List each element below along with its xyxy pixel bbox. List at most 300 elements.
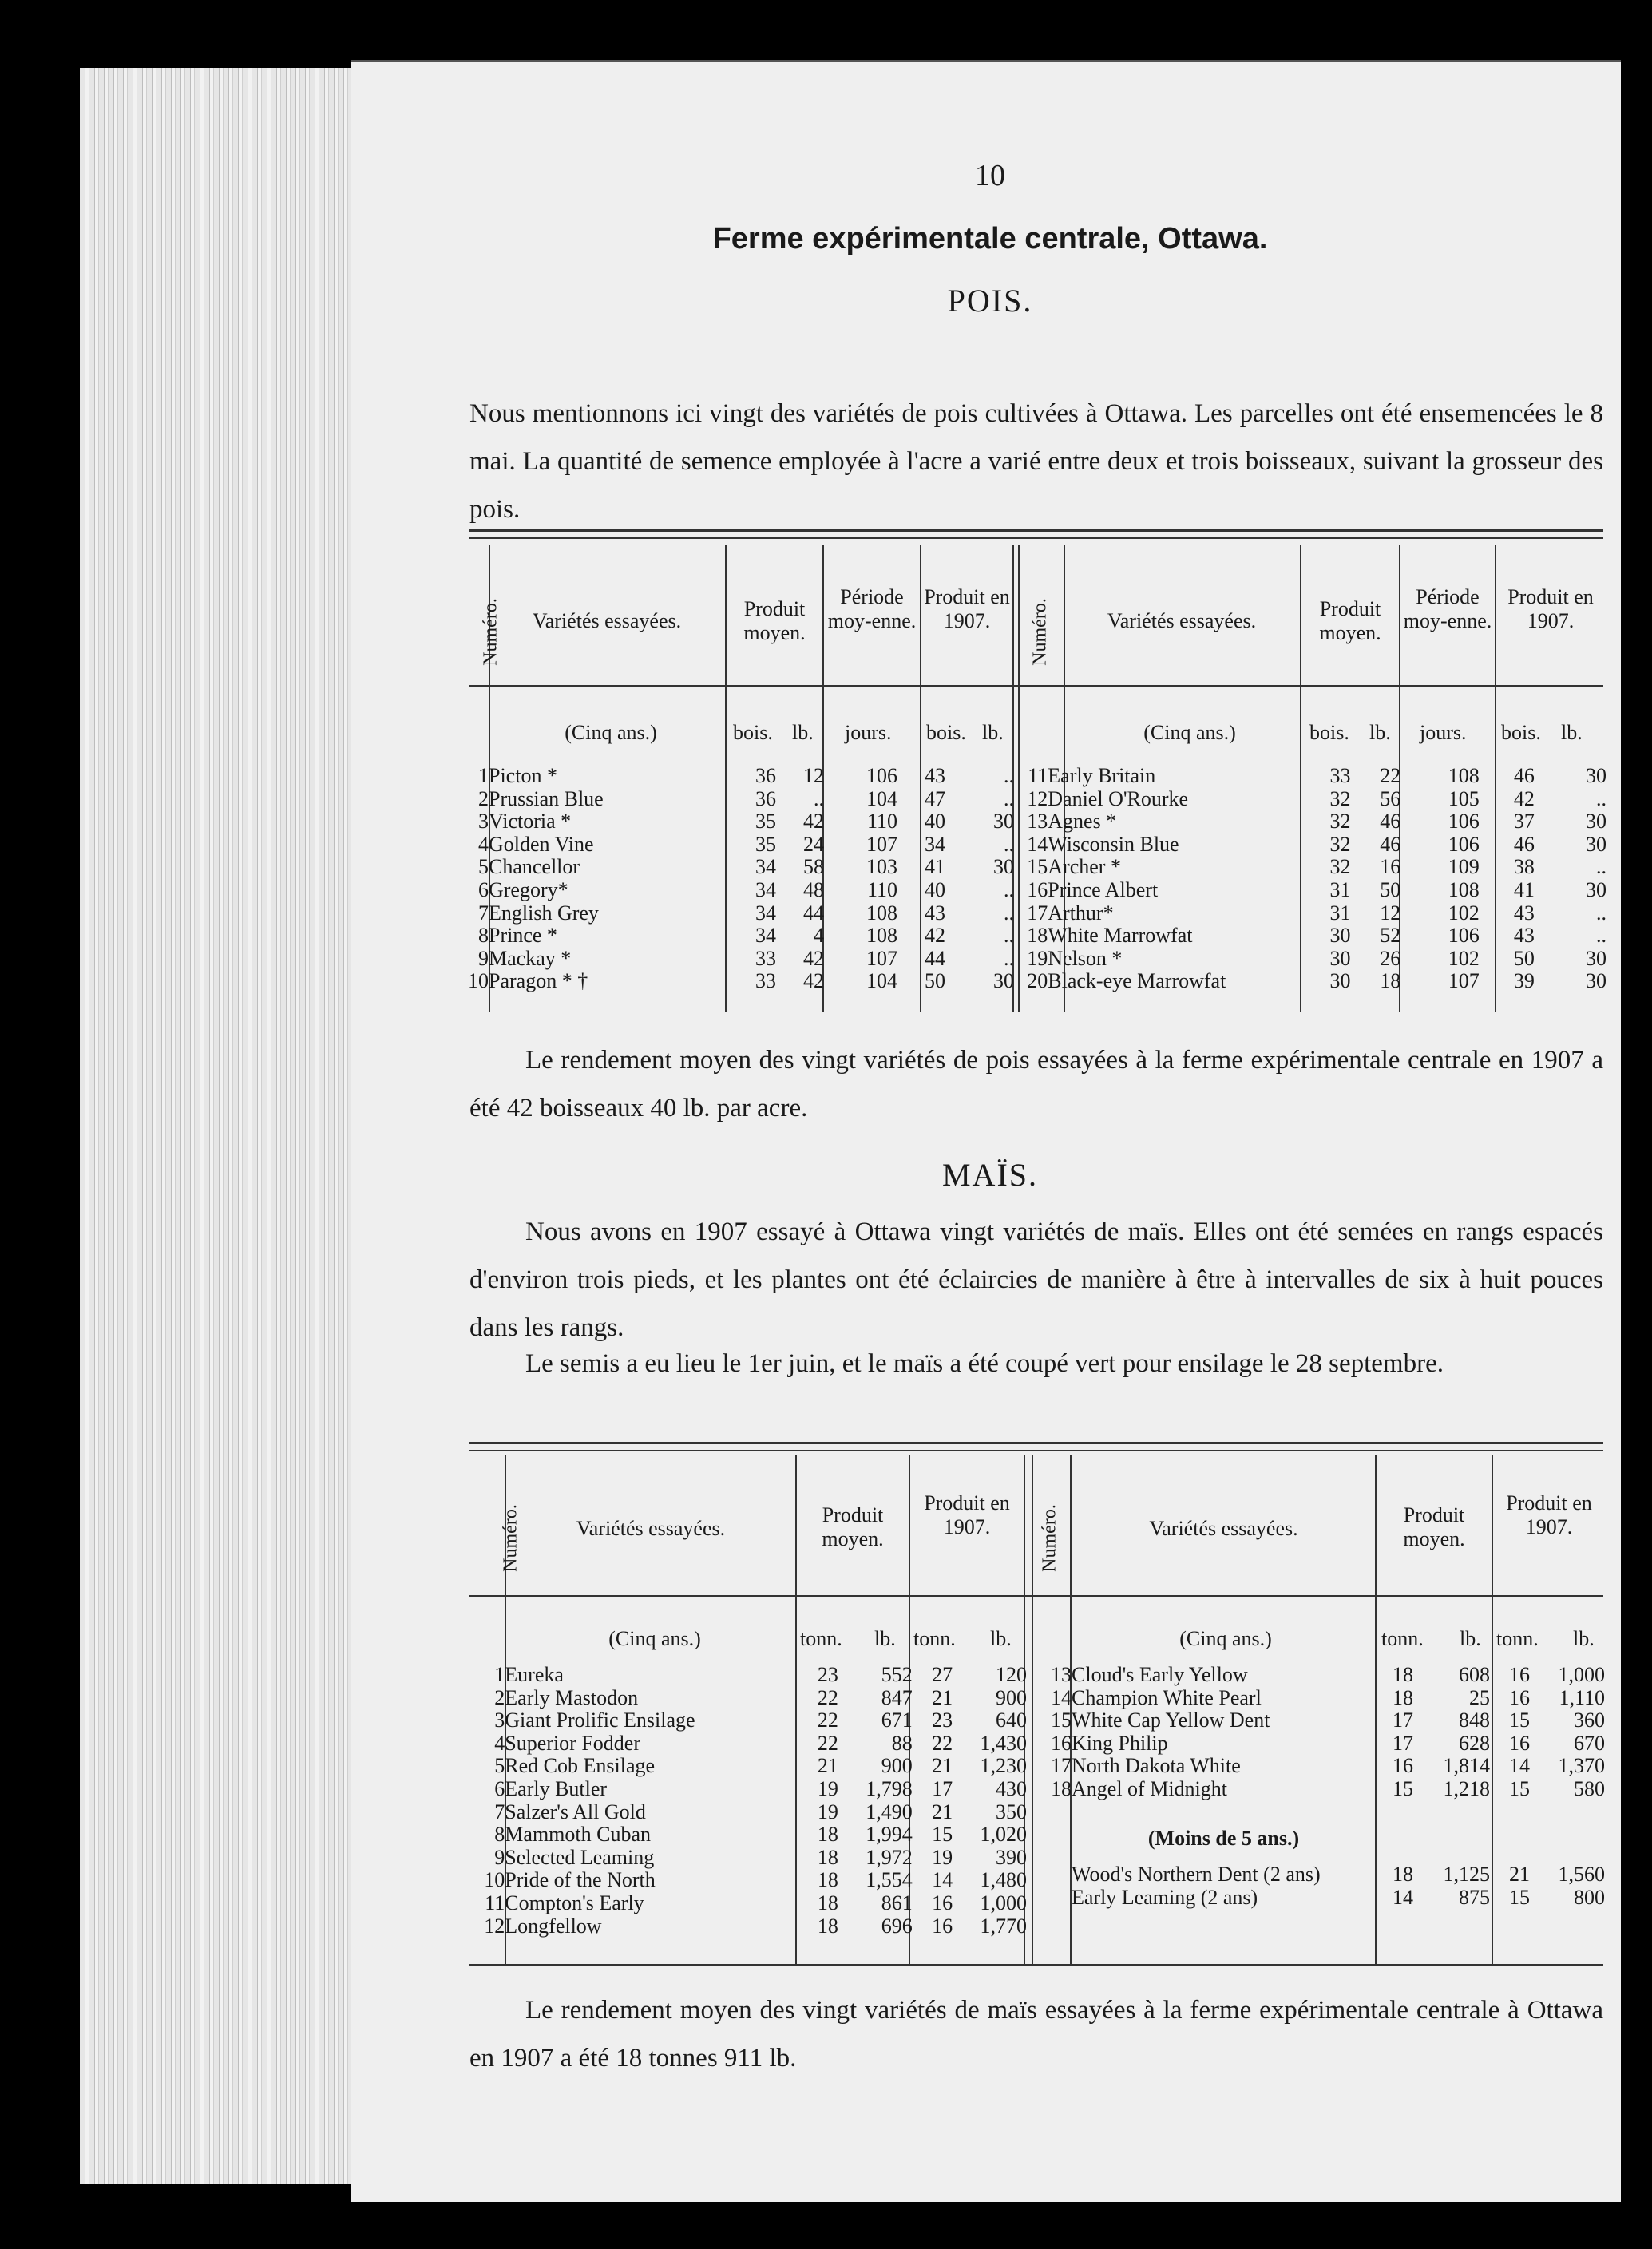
avg-bushels: 32 [1329, 787, 1351, 810]
avg-bushels: 33 [755, 970, 776, 993]
yield-1907-tons: 21 [932, 1686, 953, 1709]
avg-pounds: 552 [881, 1664, 913, 1686]
variety-name: Archer * [1048, 856, 1121, 879]
yield-1907-tons: 15 [1509, 1709, 1530, 1732]
row-number: 6 [478, 878, 489, 901]
avg-tons: 18 [1393, 1664, 1413, 1686]
avg-tons: 18 [817, 1891, 838, 1914]
pois-col-varietes: Variétés essayées. [532, 609, 682, 632]
row-number: 16 [1027, 878, 1048, 901]
table-row [1008, 765, 1606, 788]
yield-1907-bushels: 40 [925, 878, 945, 901]
avg-period-days: 107 [866, 947, 897, 970]
pois-unit-lb-2-right: lb. [1561, 721, 1583, 744]
yield-1907-pounds: .. [1596, 925, 1606, 948]
pois-table-top-rule-2 [469, 537, 1603, 539]
table-row [1030, 1664, 1605, 1687]
table-row [463, 925, 1014, 948]
variety-name: Black-eye Marrowfat [1048, 970, 1226, 993]
avg-period-days: 108 [866, 925, 897, 948]
row-number: 16 [1051, 1732, 1072, 1755]
avg-pounds: 44 [803, 901, 824, 925]
table-row [1008, 970, 1606, 993]
avg-pounds: 26 [1380, 947, 1401, 970]
table-row [463, 810, 1014, 833]
row-number: 8 [478, 925, 489, 948]
mais-unit-tonn-right: tonn. [1381, 1627, 1424, 1650]
pois-unit-jours: jours. [845, 721, 892, 744]
table-row [1008, 902, 1606, 925]
table-row [479, 1687, 1027, 1710]
mais-intro-1: Nous avons en 1907 essayé à Ottawa vingt variétés de maïs. Elles ont été semées en rangs espacés d'environ trois pieds, et les plantes ont été éclaircies de manière à être à intervalles de six à huit pouces dans les rangs. [469, 1218, 1603, 1342]
variety-name: Early Mastodon [505, 1686, 639, 1709]
mais-table-extra [1030, 1863, 1605, 1909]
avg-period-days: 106 [866, 765, 897, 787]
avg-bushels: 36 [755, 765, 776, 787]
avg-pounds: 12 [1380, 901, 1401, 925]
mais-unit-cinq-ans: (Cinq ans.) [608, 1627, 701, 1650]
avg-tons: 14 [1393, 1886, 1413, 1909]
avg-period-days: 106 [1448, 810, 1480, 833]
avg-pounds: 696 [881, 1914, 913, 1938]
yield-1907-tons: 23 [932, 1709, 953, 1732]
row-number: 1 [494, 1664, 505, 1686]
variety-name: Superior Fodder [505, 1732, 640, 1755]
yield-1907-pounds: 1,370 [1558, 1755, 1605, 1778]
mais-col-produit-1907: Produit en 1907. [924, 1491, 1010, 1538]
book-page-edges [80, 68, 353, 2184]
row-number: 13 [1051, 1664, 1072, 1686]
variety-name: Eureka [505, 1664, 564, 1686]
avg-pounds: 42 [803, 947, 824, 970]
yield-1907-tons: 16 [932, 1914, 953, 1938]
table-row [463, 879, 1014, 902]
variety-name: Pride of the North [505, 1869, 656, 1892]
avg-period-days: 104 [866, 787, 897, 810]
yield-1907-tons: 19 [932, 1846, 953, 1869]
yield-1907-pounds: 30 [1586, 970, 1606, 993]
avg-bushels: 34 [755, 856, 776, 879]
mais-col-numero: Numéro. [500, 1504, 521, 1572]
avg-pounds: 25 [1469, 1686, 1490, 1709]
variety-name: White Cap Yellow Dent [1072, 1709, 1270, 1732]
yield-1907-tons: 21 [932, 1800, 953, 1823]
row-number: 7 [478, 901, 489, 925]
avg-tons: 16 [1393, 1755, 1413, 1778]
pois-table-right [1008, 765, 1606, 993]
avg-tons: 17 [1393, 1709, 1413, 1732]
yield-1907-bushels: 50 [925, 970, 945, 993]
yield-1907-tons: 15 [1509, 1886, 1530, 1909]
table-row [463, 970, 1014, 993]
table-row [479, 1664, 1027, 1687]
avg-period-days: 110 [866, 878, 897, 901]
pois-col-periode: Période moy-enne. [827, 585, 917, 632]
yield-1907-bushels: 43 [925, 765, 945, 787]
avg-tons: 15 [1393, 1777, 1413, 1800]
yield-1907-tons: 16 [1509, 1664, 1530, 1686]
avg-period-days: 102 [1448, 901, 1480, 925]
avg-pounds: 18 [1380, 970, 1401, 993]
mais-summary: Le rendement moyen des vingt variétés de maïs essayées à la ferme expérimentale centrale à Ottawa en 1907 a été 18 tonnes 911 lb. [469, 1996, 1603, 2073]
yield-1907-bushels: 43 [925, 901, 945, 925]
avg-pounds: 1,798 [866, 1777, 913, 1800]
pois-summary: Le rendement moyen des vingt variétés de pois essayées à la ferme expérimentale centrale en 1907 a été 42 boisseaux 40 lb. par acre. [469, 1046, 1603, 1123]
yield-1907-pounds: 1,020 [980, 1823, 1027, 1847]
yield-1907-bushels: 43 [1513, 901, 1535, 925]
mais-unit-tonn: tonn. [800, 1627, 842, 1650]
avg-pounds: 848 [1459, 1709, 1490, 1732]
yield-1907-pounds: 30 [1586, 947, 1606, 970]
mais-col-produit-moyen-right: Produit moyen. [1403, 1503, 1465, 1550]
avg-bushels: 31 [1329, 878, 1351, 901]
avg-bushels: 34 [755, 901, 776, 925]
yield-1907-tons: 14 [1509, 1755, 1530, 1778]
avg-bushels: 33 [755, 947, 776, 970]
yield-1907-tons: 21 [932, 1755, 953, 1778]
row-number: 5 [494, 1755, 505, 1778]
variety-name: Early Butler [505, 1777, 608, 1800]
yield-1907-pounds: 30 [1586, 878, 1606, 901]
pois-col-numero-right: Numéro. [1029, 598, 1051, 666]
yield-1907-pounds: 430 [996, 1777, 1027, 1800]
pois-col-produit-moyen-right: Produit moyen. [1319, 597, 1381, 644]
variety-name: Nelson * [1048, 947, 1123, 970]
pois-unit-lb-right: lb. [1369, 721, 1391, 744]
table-row [1008, 788, 1606, 811]
variety-name: Picton * [489, 765, 557, 787]
mais-unit-tonn-2-right: tonn. [1496, 1627, 1539, 1650]
pois-header-rule [469, 685, 1603, 687]
yield-1907-pounds: 350 [996, 1800, 1027, 1823]
avg-period-days: 107 [1448, 970, 1480, 993]
row-number: 18 [1027, 925, 1048, 948]
page-number: 10 [975, 159, 1005, 192]
avg-period-days: 108 [1448, 765, 1480, 787]
yield-1907-bushels: 41 [1513, 878, 1535, 901]
table-row [1008, 948, 1606, 971]
avg-pounds: 900 [881, 1755, 913, 1778]
yield-1907-tons: 15 [932, 1823, 953, 1847]
yield-1907-pounds: 580 [1574, 1777, 1605, 1800]
pois-col-produit-moyen: Produit moyen. [743, 597, 806, 644]
table-row [1030, 1887, 1605, 1910]
avg-pounds: 1,814 [1443, 1755, 1490, 1778]
mais-unit-lb-2: lb. [990, 1627, 1012, 1650]
yield-1907-pounds: .. [1004, 901, 1014, 925]
table-row [1030, 1687, 1605, 1710]
pois-table-left [463, 765, 1014, 993]
table-row [479, 1732, 1027, 1756]
variety-name: Mammoth Cuban [505, 1823, 651, 1847]
variety-name: Victoria * [489, 810, 572, 833]
yield-1907-pounds: 30 [993, 810, 1014, 833]
avg-bushels: 34 [755, 925, 776, 948]
row-number: 15 [1051, 1709, 1072, 1732]
table-row [463, 902, 1014, 925]
row-number: 13 [1027, 810, 1048, 833]
variety-name: Salzer's All Gold [505, 1800, 646, 1823]
yield-1907-pounds: .. [1596, 901, 1606, 925]
variety-name: Angel of Midnight [1072, 1777, 1227, 1800]
avg-bushels: 30 [1329, 947, 1351, 970]
pois-unit-bois-right: bois. [1309, 721, 1349, 744]
table-row [463, 833, 1014, 857]
yield-1907-pounds: 1,770 [980, 1914, 1027, 1938]
yield-1907-pounds: .. [1004, 787, 1014, 810]
avg-tons: 18 [817, 1914, 838, 1938]
variety-name: Golden Vine [489, 833, 594, 856]
avg-pounds: 52 [1380, 925, 1401, 948]
yield-1907-pounds: .. [1596, 787, 1606, 810]
avg-bushels: 34 [755, 878, 776, 901]
table-row [463, 856, 1014, 879]
table-row [463, 765, 1014, 788]
variety-name: Compton's Early [505, 1891, 644, 1914]
mais-unit-cinq-ans-right: (Cinq ans.) [1179, 1627, 1272, 1650]
avg-pounds: .. [814, 787, 824, 810]
table-row [479, 1823, 1027, 1847]
avg-pounds: 671 [881, 1709, 913, 1732]
yield-1907-tons: 16 [932, 1891, 953, 1914]
row-number-blank [1030, 1887, 1072, 1910]
variety-name: Chancellor [489, 856, 580, 879]
pois-intro: Nous mentionnons ici vingt des variétés de pois cultivées à Ottawa. Les parcelles ont été ensemencées le 8 mai. La quantité de semence employée à l'acre a varié entre deux et trois boisseaux, suivant la grosseur des pois. [469, 399, 1603, 524]
avg-bushels: 32 [1329, 856, 1351, 879]
avg-period-days: 108 [866, 901, 897, 925]
yield-1907-bushels: 46 [1513, 765, 1535, 787]
yield-1907-pounds: .. [1004, 947, 1014, 970]
avg-period-days: 106 [1448, 925, 1480, 948]
row-number: 7 [494, 1800, 505, 1823]
avg-pounds: 1,554 [866, 1869, 913, 1892]
avg-tons: 19 [817, 1800, 838, 1823]
avg-pounds: 1,490 [866, 1800, 913, 1823]
yield-1907-tons: 21 [1509, 1863, 1530, 1886]
table-row [479, 1869, 1027, 1892]
row-number: 8 [494, 1823, 505, 1847]
mais-header-rule [469, 1595, 1603, 1597]
table-row [479, 1778, 1027, 1801]
yield-1907-bushels: 37 [1513, 810, 1535, 833]
yield-1907-pounds: 30 [1586, 810, 1606, 833]
avg-bushels: 30 [1329, 970, 1351, 993]
yield-1907-pounds: 1,480 [980, 1869, 1027, 1892]
pois-col-numero: Numéro. [480, 598, 501, 666]
yield-1907-pounds: .. [1004, 878, 1014, 901]
mais-col-numero-right: Numéro. [1039, 1504, 1060, 1572]
avg-pounds: 42 [803, 810, 824, 833]
row-number: 2 [494, 1686, 505, 1709]
yield-1907-bushels: 42 [925, 925, 945, 948]
yield-1907-pounds: 1,000 [1558, 1664, 1605, 1686]
variety-name: Wood's Northern Dent (2 ans) [1072, 1863, 1321, 1886]
mais-table-top-rule [469, 1442, 1603, 1444]
table-row [1030, 1755, 1605, 1778]
row-number: 14 [1027, 833, 1048, 856]
row-number: 17 [1051, 1755, 1072, 1778]
table-row [1008, 856, 1606, 879]
table-row [479, 1915, 1027, 1938]
yield-1907-bushels: 50 [1513, 947, 1535, 970]
yield-1907-pounds: 900 [996, 1686, 1027, 1709]
yield-1907-pounds: 360 [1574, 1709, 1605, 1732]
row-number-blank [1030, 1863, 1072, 1887]
avg-period-days: 110 [866, 810, 897, 833]
variety-name: Giant Prolific Ensilage [505, 1709, 695, 1732]
avg-pounds: 88 [891, 1732, 913, 1755]
avg-tons: 22 [817, 1709, 838, 1732]
avg-period-days: 103 [866, 856, 897, 879]
row-number: 3 [494, 1709, 505, 1732]
table-row [1008, 925, 1606, 948]
avg-tons: 22 [817, 1686, 838, 1709]
table-row [479, 1755, 1027, 1778]
yield-1907-tons: 15 [1509, 1777, 1530, 1800]
table-row [1008, 879, 1606, 902]
pois-unit-lb-2: lb. [982, 721, 1004, 744]
row-number: 19 [1027, 947, 1048, 970]
avg-bushels: 32 [1329, 833, 1351, 856]
mais-unit-tonn-2: tonn. [913, 1627, 956, 1650]
avg-pounds: 50 [1380, 878, 1401, 901]
table-row [479, 1801, 1027, 1824]
pois-unit-cinq-ans-right: (Cinq ans.) [1143, 721, 1236, 744]
yield-1907-pounds: 1,560 [1558, 1863, 1605, 1886]
avg-tons: 22 [817, 1732, 838, 1755]
pois-col-produit-1907: Produit en 1907. [924, 585, 1010, 632]
avg-period-days: 109 [1448, 856, 1480, 879]
avg-pounds: 875 [1459, 1886, 1490, 1909]
document-page [351, 60, 1621, 2202]
avg-pounds: 608 [1459, 1664, 1490, 1686]
variety-name: North Dakota White [1072, 1755, 1241, 1778]
yield-1907-pounds: 30 [993, 970, 1014, 993]
variety-name: Champion White Pearl [1072, 1686, 1262, 1709]
row-number: 11 [1028, 765, 1048, 787]
table-row [1030, 1778, 1605, 1801]
row-number: 10 [484, 1869, 505, 1892]
variety-name: Mackay * [489, 947, 572, 970]
variety-name: Selected Leaming [505, 1846, 655, 1869]
avg-pounds: 12 [803, 765, 824, 787]
row-number: 12 [1027, 787, 1048, 810]
mais-intro-2: Le semis a eu lieu le 1er juin, et le maïs a été coupé vert pour ensilage le 28 septembre. [525, 1349, 1444, 1378]
row-number: 18 [1051, 1777, 1072, 1800]
pois-col-periode-right: Période moy-enne. [1403, 585, 1492, 632]
avg-pounds: 861 [881, 1891, 913, 1914]
pois-table-top-rule [469, 529, 1603, 532]
avg-period-days: 106 [1448, 833, 1480, 856]
row-number: 17 [1027, 901, 1048, 925]
pois-col-varietes-right: Variétés essayées. [1107, 609, 1257, 632]
yield-1907-pounds: 30 [1586, 765, 1606, 787]
yield-1907-tons: 17 [932, 1777, 953, 1800]
avg-pounds: 1,218 [1443, 1777, 1490, 1800]
pois-col-produit-1907-right: Produit en 1907. [1507, 585, 1594, 632]
mais-table-right [1030, 1664, 1605, 1801]
yield-1907-pounds: 390 [996, 1846, 1027, 1869]
avg-bushels: 32 [1329, 810, 1351, 833]
mais-col-varietes-right: Variétés essayées. [1149, 1517, 1298, 1540]
table-row [463, 788, 1014, 811]
variety-name: King Philip [1072, 1732, 1168, 1755]
pois-unit-cinq-ans: (Cinq ans.) [565, 721, 657, 744]
mais-bottom-rule [469, 1964, 1603, 1966]
yield-1907-bushels: 42 [1513, 787, 1535, 810]
table-row [1030, 1709, 1605, 1732]
variety-name: Arthur* [1048, 901, 1114, 925]
pois-unit-jours-right: jours. [1420, 721, 1467, 744]
variety-name: Gregory* [489, 878, 568, 901]
avg-pounds: 46 [1380, 833, 1401, 856]
variety-name: Prussian Blue [489, 787, 604, 810]
variety-name: Prince * [489, 925, 557, 948]
avg-period-days: 102 [1448, 947, 1480, 970]
yield-1907-bushels: 44 [925, 947, 945, 970]
yield-1907-bushels: 34 [925, 833, 945, 856]
avg-pounds: 48 [803, 878, 824, 901]
pois-unit-bois-2-right: bois. [1501, 721, 1541, 744]
yield-1907-pounds: 120 [996, 1664, 1027, 1686]
avg-pounds: 4 [814, 925, 824, 948]
mais-unit-lb-right: lb. [1460, 1627, 1481, 1650]
avg-pounds: 42 [803, 970, 824, 993]
pois-unit-bois-2: bois. [926, 721, 966, 744]
mais-col-produit-moyen: Produit moyen. [822, 1503, 884, 1550]
yield-1907-pounds: 1,110 [1559, 1686, 1605, 1709]
mais-moins-label: (Moins de 5 ans.) [1147, 1827, 1300, 1850]
avg-tons: 23 [817, 1664, 838, 1686]
yield-1907-bushels: 46 [1513, 833, 1535, 856]
yield-1907-pounds: .. [1596, 856, 1606, 879]
pois-unit-bois: bois. [733, 721, 773, 744]
variety-name: Longfellow [505, 1914, 602, 1938]
avg-pounds: 56 [1380, 787, 1401, 810]
yield-1907-pounds: .. [1004, 765, 1014, 787]
yield-1907-bushels: 40 [925, 810, 945, 833]
avg-tons: 19 [817, 1777, 838, 1800]
yield-1907-pounds: .. [1004, 833, 1014, 856]
row-number: 20 [1027, 970, 1048, 993]
avg-bushels: 30 [1329, 925, 1351, 948]
avg-pounds: 1,125 [1443, 1863, 1490, 1886]
yield-1907-pounds: 640 [996, 1709, 1027, 1732]
avg-pounds: 46 [1380, 810, 1401, 833]
yield-1907-pounds: 1,230 [980, 1755, 1027, 1778]
table-row [479, 1709, 1027, 1732]
table-row [1030, 1863, 1605, 1887]
row-number: 11 [485, 1891, 505, 1914]
variety-name: Cloud's Early Yellow [1072, 1664, 1248, 1686]
variety-name: Agnes * [1048, 810, 1117, 833]
row-number: 9 [478, 947, 489, 970]
avg-pounds: 847 [881, 1686, 913, 1709]
avg-tons: 21 [817, 1755, 838, 1778]
variety-name: Red Cob Ensilage [505, 1755, 656, 1778]
yield-1907-pounds: 30 [993, 856, 1014, 879]
avg-bushels: 35 [755, 833, 776, 856]
avg-pounds: 16 [1380, 856, 1401, 879]
avg-bushels: 31 [1329, 901, 1351, 925]
avg-period-days: 107 [866, 833, 897, 856]
variety-name: Paragon * † [489, 970, 588, 993]
variety-name: Early Britain [1048, 765, 1156, 787]
mais-table-left [479, 1664, 1027, 1938]
row-number: 4 [494, 1732, 505, 1755]
avg-pounds: 58 [803, 856, 824, 879]
avg-tons: 18 [1393, 1686, 1413, 1709]
